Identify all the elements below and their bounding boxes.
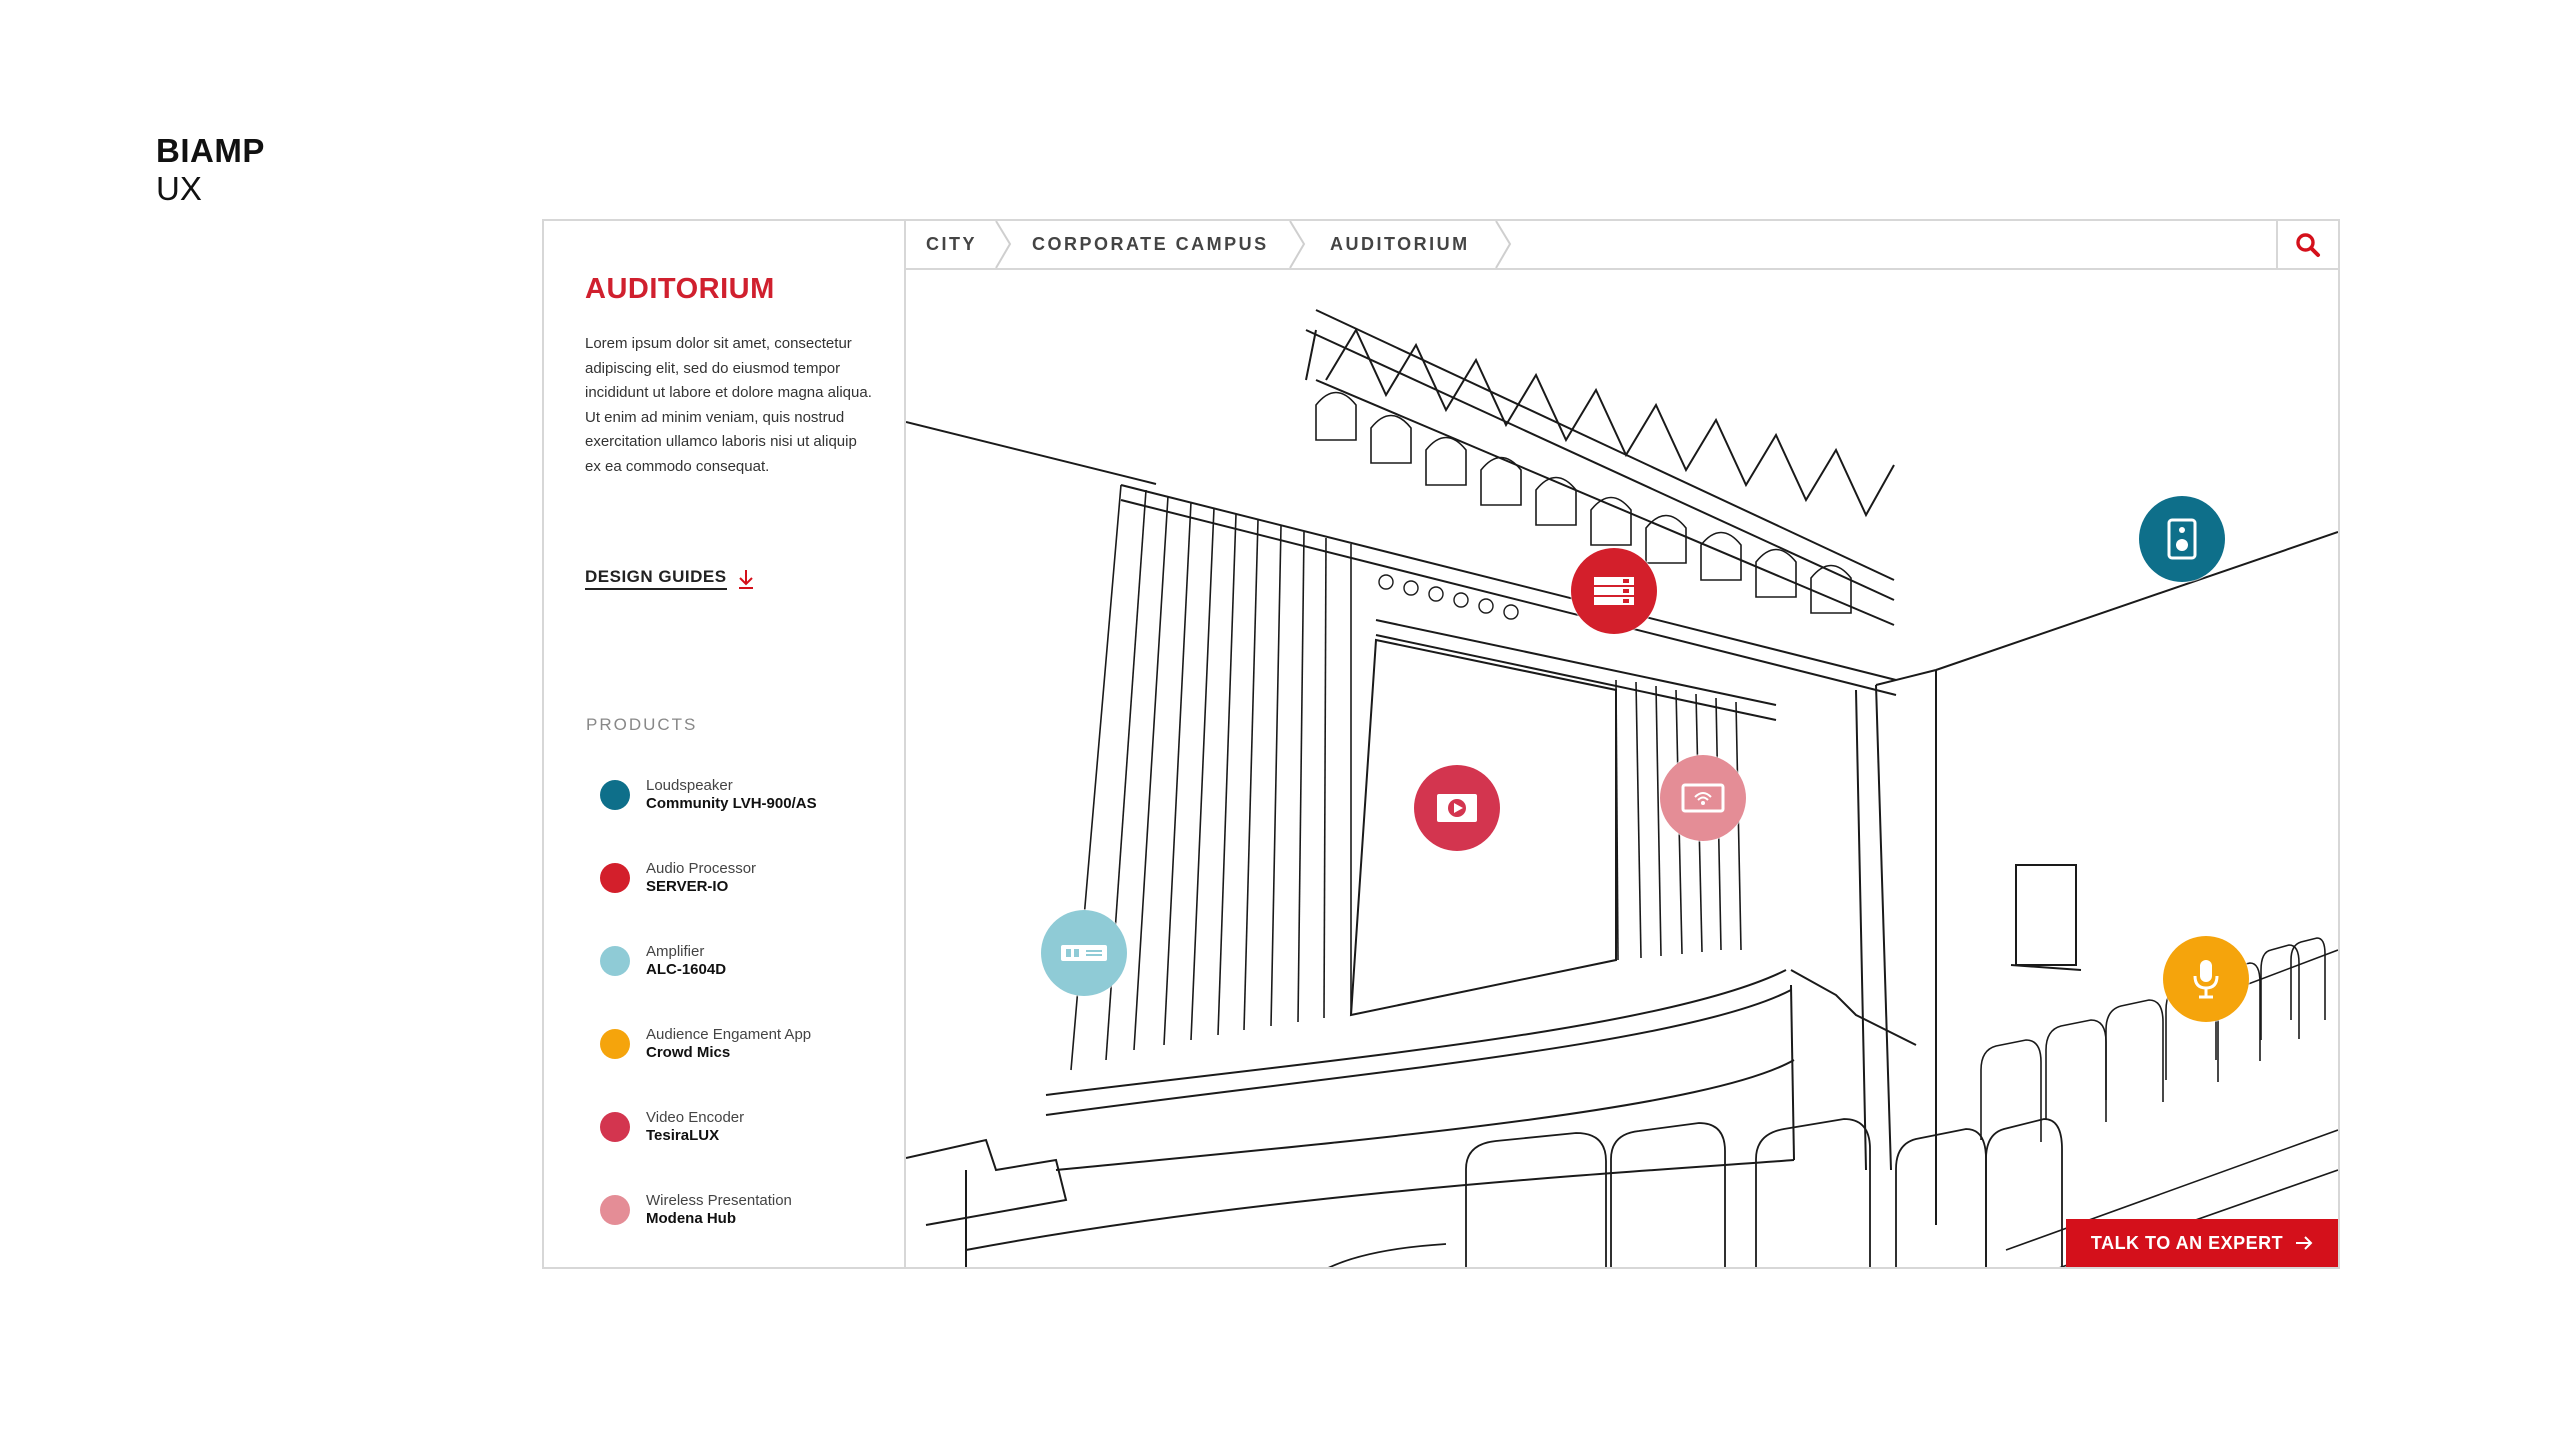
product-name: Community LVH-900/AS <box>646 795 817 812</box>
product-category: Wireless Presentation <box>646 1192 792 1209</box>
product-item[interactable] <box>600 777 817 813</box>
breadcrumb-item-corporate-campus[interactable]: CORPORATE CAMPUS <box>1032 234 1269 254</box>
wireless-presentation-icon <box>1681 783 1725 813</box>
talk-to-expert-button[interactable] <box>2066 1219 2338 1267</box>
breadcrumb <box>906 221 2338 270</box>
video-encoder-dot-icon <box>600 1112 630 1142</box>
search-button[interactable] <box>2276 221 2338 268</box>
product-name: SERVER-IO <box>646 878 729 895</box>
product-item[interactable] <box>600 1109 744 1145</box>
main-panel <box>906 221 2338 1267</box>
breadcrumb-separator-icon <box>1494 221 1514 268</box>
product-name: Modena Hub <box>646 1210 736 1227</box>
video-encoder-hotspot[interactable] <box>1414 765 1500 851</box>
product-name: TesiraLUX <box>646 1127 720 1144</box>
amplifier-icon <box>1060 942 1108 964</box>
loudspeaker-hotspot[interactable] <box>2139 496 2225 582</box>
breadcrumb-item-city[interactable]: CITY <box>926 234 978 254</box>
product-category: Audience Engament App <box>646 1026 812 1043</box>
auditorium-illustration <box>906 270 2338 1267</box>
product-item[interactable] <box>600 1192 792 1228</box>
search-icon <box>2295 232 2321 258</box>
amplifier-hotspot[interactable] <box>1041 910 1127 996</box>
cta-label: TALK TO AN EXPERT <box>2090 1232 2284 1253</box>
arrow-right-icon <box>2295 1236 2313 1250</box>
app-frame <box>542 219 2340 1269</box>
room-title: AUDITORIUM <box>585 273 775 305</box>
product-item[interactable] <box>600 1026 811 1062</box>
product-category: Loudspeaker <box>646 777 733 794</box>
amplifier-dot-icon <box>600 946 630 976</box>
audience-app-dot-icon <box>600 1029 630 1059</box>
room-description: Lorem ipsum dolor sit amet, consectetur adipiscing elit, sed do eiusmod tempor incididunt ut labore et dolore magna aliqua. Ut enim ad minim veniam, quis nostrud exercitation ullamco laboris nisi ut aliquip ex ea commodo consequat. <box>585 335 872 475</box>
auditorium-scene <box>906 270 2338 1267</box>
audio-processor-hotspot[interactable] <box>1571 548 1657 634</box>
product-item[interactable] <box>600 860 756 896</box>
product-name: Crowd Mics <box>646 1044 731 1061</box>
product-category: Video Encoder <box>646 1109 745 1126</box>
brand-subtitle: UX <box>156 169 202 207</box>
brand-heading <box>156 132 265 208</box>
loudspeaker-dot-icon <box>600 780 630 810</box>
product-name: ALC-1604D <box>646 961 727 978</box>
microphone-icon <box>2191 958 2221 1000</box>
video-encoder-icon <box>1436 793 1478 823</box>
loudspeaker-icon <box>2165 518 2199 560</box>
product-item[interactable] <box>600 943 726 979</box>
product-category: Amplifier <box>646 943 705 960</box>
sidebar <box>544 221 906 1267</box>
breadcrumb-separator-icon <box>1288 221 1308 268</box>
download-icon <box>737 569 755 589</box>
wireless-presentation-hotspot[interactable] <box>1660 755 1746 841</box>
breadcrumb-item-auditorium[interactable]: AUDITORIUM <box>1330 234 1470 254</box>
microphone-hotspot[interactable] <box>2163 936 2249 1022</box>
product-category: Audio Processor <box>646 860 757 877</box>
audio-processor-icon <box>1593 575 1635 607</box>
brand-name: BIAMP <box>156 132 265 169</box>
wireless-presentation-dot-icon <box>600 1195 630 1225</box>
design-guides-label: DESIGN GUIDES <box>585 567 727 590</box>
audio-processor-dot-icon <box>600 863 630 893</box>
breadcrumb-separator-icon <box>994 221 1014 268</box>
products-heading: PRODUCTS <box>586 715 698 734</box>
design-guides-link[interactable] <box>585 567 755 590</box>
